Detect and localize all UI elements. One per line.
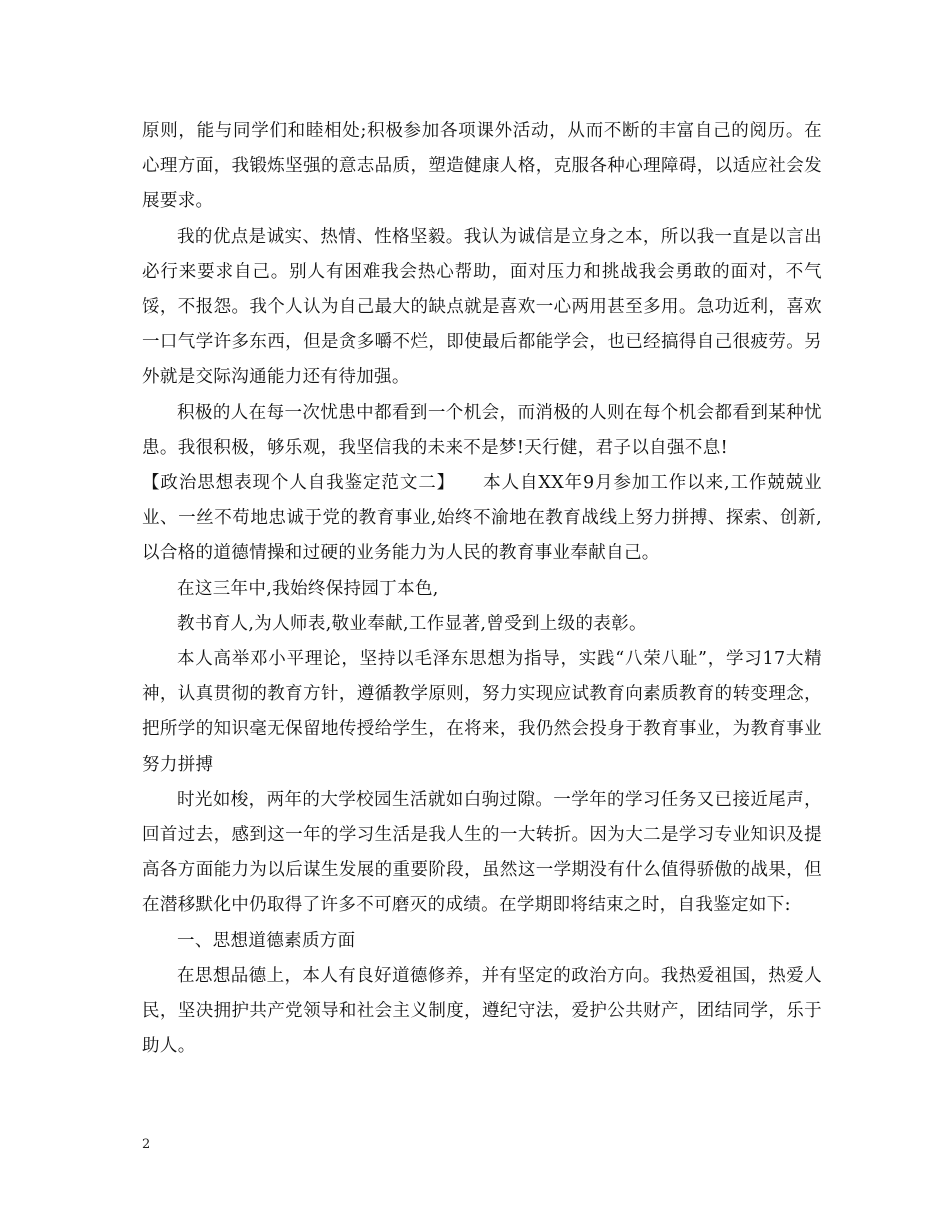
page-number: 2	[142, 1137, 151, 1152]
paragraph-7: 本人高举邓小平理论，坚持以毛泽东思想为指导，实践“八荣八耻”，学习17大精神，认真贯彻的教育方针，遵循教学原则，努力实现应试教育向素质教育的转变理念，把所学的知识毫无保留地传授给学生，在将来，我仍然会投身于教育事业，为教育事业努力拼搏	[142, 649, 822, 775]
paragraph-9-subheading: 一、思想道德素质方面	[177, 930, 356, 951]
paragraph-8: 时光如梭，两年的大学校园生活就如白驹过隙。一学年的学习任务又已接近尾声，回首过去，感到这一年的学习生活是我人生的一大转折。因为大二是学习专业知识及提高各方面能力为以后谋生发展的重要阶段，虽然这一学期没有什么值得骄傲的战果，但在潜移默化中仍取得了许多不可磨灭的成绩。在学期即将结束之时，自我鉴定如下:	[142, 789, 822, 916]
paragraph-2: 我的优点是诚实、热情、性格坚毅。我认为诚信是立身之本，所以我一直是以言出必行来要求自己。别人有困难我会热心帮助，面对压力和挑战我会勇敢的面对，不气馁，不报怨。我个人认为自己最大的缺点就是喜欢一心两用甚至多用。急功近利，喜欢一口气学许多东西，但是贪多嚼不烂，即使最后都能学会，也已经搞得自己很疲劳。另外就是交际沟通能力还有待加强。	[142, 226, 822, 388]
paragraph-1: 原则，能与同学们和睦相处;积极参加各项课外活动，从而不断的丰富自己的阅历。在心理方面，我锻炼坚强的意志品质，塑造健康人格，克服各种心理障碍，以适应社会发展要求。	[142, 121, 822, 212]
paragraph-6: 教书育人,为人师表,敬业奉献,工作显著,曾受到上级的表彰。	[177, 613, 647, 634]
page-content	[142, 114, 822, 1064]
paragraph-5: 在这三年中,我始终保持园丁本色,	[177, 578, 439, 599]
paragraph-4-section-heading: 【政治思想表现个人自我鉴定范文二】 本人自XX年9月参加工作以来,工作兢兢业业、一丝不苟地忠诚于党的教育事业,始终不渝地在教育战线上努力拼搏、探索、创新,以合格的道德情操和过硬的业务能力为人民的教育事业奉献自己。	[142, 473, 822, 564]
paragraph-3: 积极的人在每一次忧患中都看到一个机会，而消极的人则在每个机会都看到某种忧患。我很积极，够乐观，我坚信我的未来不是梦!天行健，君子以自强不息!	[142, 402, 822, 458]
paragraph-10: 在思想品德上，本人有良好道德修养，并有坚定的政治方向。我热爱祖国，热爱人民，坚决拥护共产党领导和社会主义制度，遵纪守法，爱护公共财产，团结同学，乐于助人。	[142, 965, 822, 1057]
